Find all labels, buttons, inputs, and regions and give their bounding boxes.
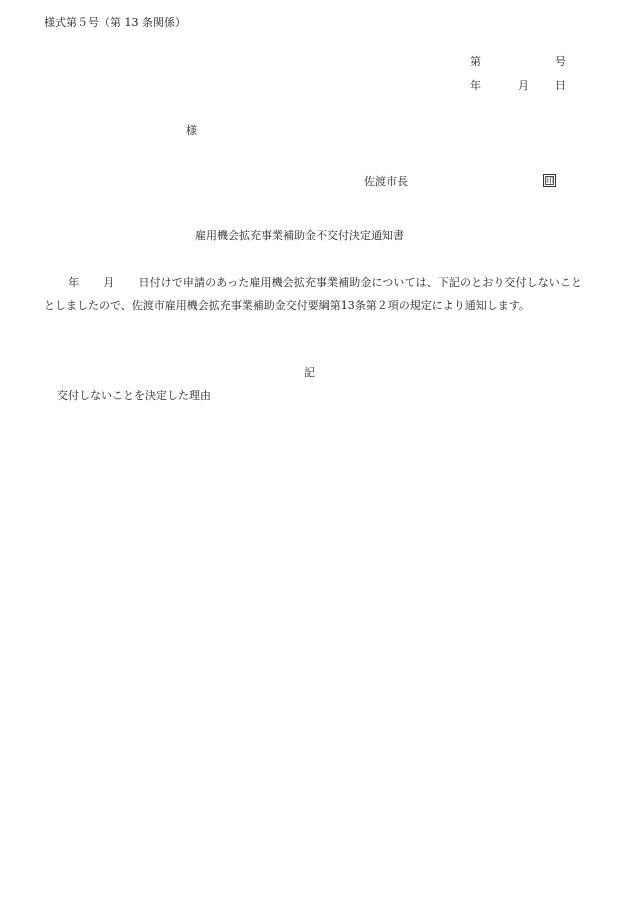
form-number: 様式第５号（第 13 条関係） [44,16,186,29]
body-month-label: 月 [103,276,115,289]
date-day-label: 日 [555,79,566,92]
body-text: 日付けで申請のあった雇用機会拡充事業補助金については、下記のとおり交付しないこととしましたので、佐渡市雇用機会拡充事業補助金交付要綱第13条第２項の規定により通知します。 [44,276,583,312]
document-title: 雇用機会拡充事業補助金不交付決定通知書 [195,229,404,242]
body-paragraph [44,271,582,317]
document-number-prefix: 第 [470,55,481,68]
date-month-label: 月 [518,79,529,92]
date-year-label: 年 [470,79,481,92]
reason-label: 交付しないことを決定した理由 [57,389,211,402]
ki-heading: 記 [304,366,315,379]
addressee-honorific: 様 [186,124,197,137]
sender-name: 佐渡市長 [364,175,408,188]
seal-stamp [543,174,556,187]
seal-icon: 印 [546,176,554,185]
document-number-suffix: 号 [555,55,566,68]
body-year-label: 年 [68,276,80,289]
